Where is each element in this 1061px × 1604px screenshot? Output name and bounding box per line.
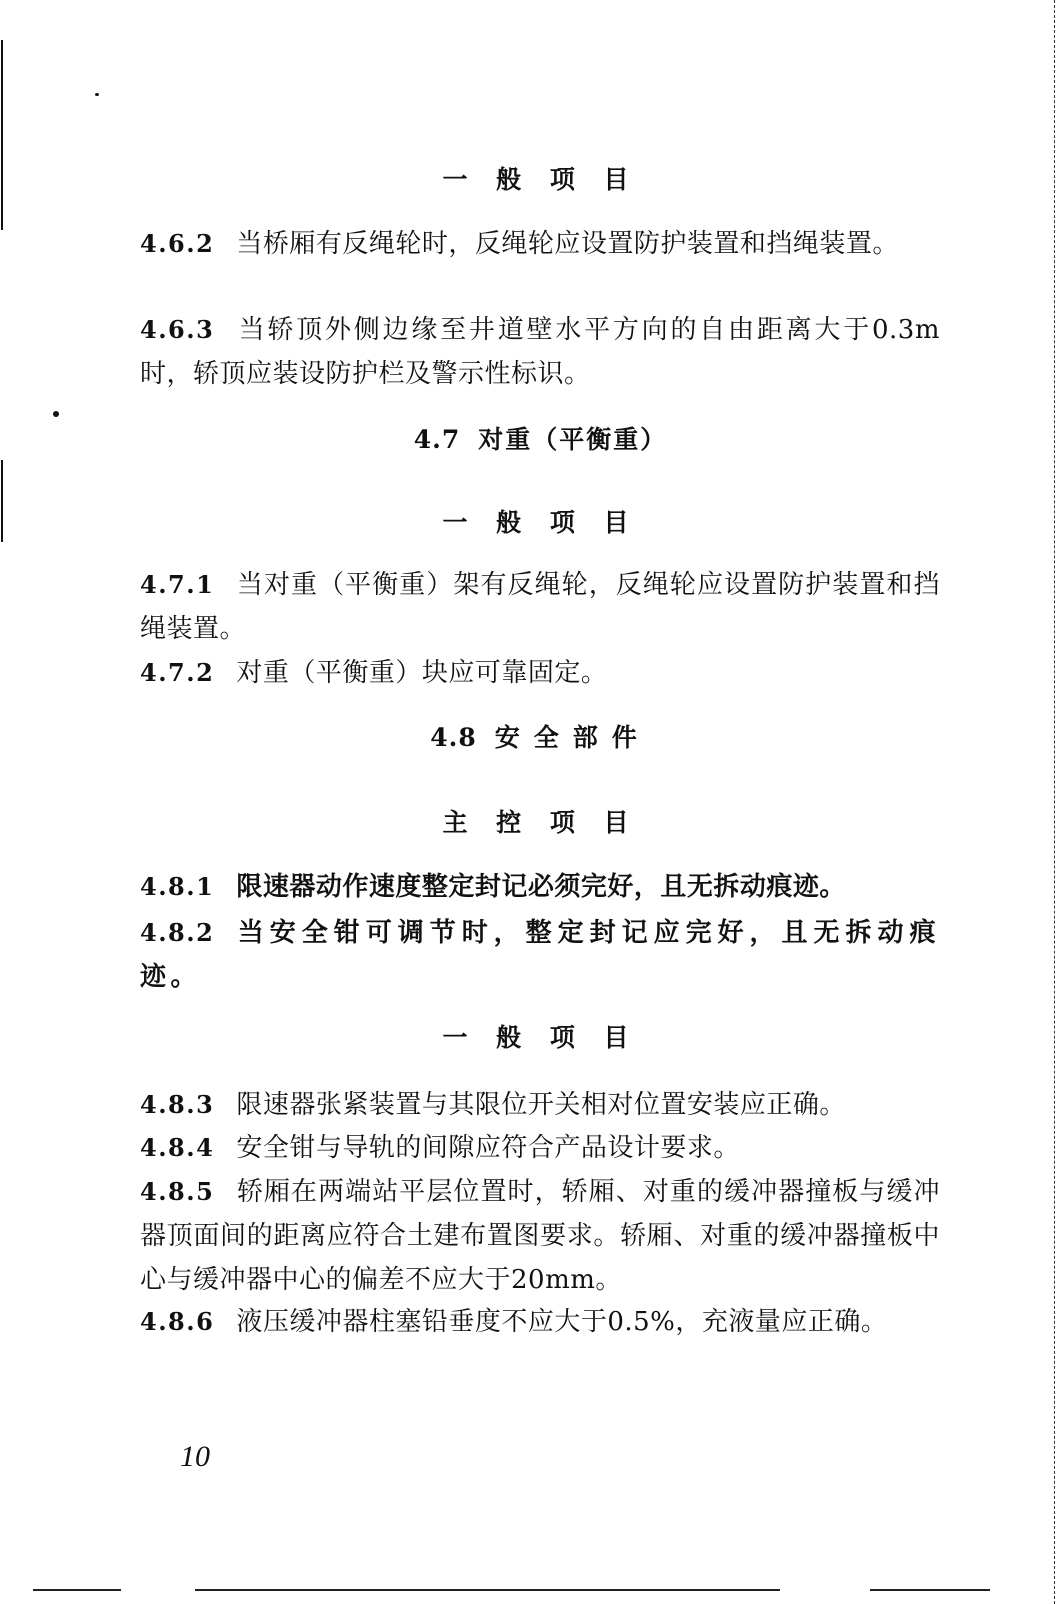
clause-4-7-2 (140, 651, 940, 695)
clause-text: 当桥厢有反绳轮时，反绳轮应设置防护装置和挡绳装置。 (236, 229, 899, 259)
clause-text: 限速器张紧装置与其限位开关相对位置安装应正确。 (236, 1090, 846, 1120)
clause-4-7-1 (140, 563, 940, 651)
clause-text: 当安全钳可调节时，整定封记应完好，且无拆动痕迹。 (140, 918, 940, 992)
clause-4-8-4 (140, 1126, 940, 1170)
clause-text: 对重（平衡重）块应可靠固定。 (236, 658, 608, 688)
clause-number: 4.8.2 (140, 918, 215, 947)
section-number: 4.7 (413, 425, 461, 454)
clause-4-6-2 (140, 222, 940, 266)
bottom-rule-segment (870, 1589, 990, 1591)
page-number: 10 (180, 1440, 210, 1473)
clause-text: 安全钳与导轨的间隙应符合产品设计要求。 (236, 1133, 740, 1163)
clause-number: 4.6.3 (140, 315, 215, 344)
section-number: 4.8 (430, 723, 477, 752)
clause-number: 4.7.2 (140, 658, 215, 687)
subheading-general-items: 一 般 项 目 (442, 165, 639, 194)
clause-4-6-3 (140, 308, 940, 396)
clause-text: 液压缓冲器柱塞铅垂度不应大于0.5%，充液量应正确。 (236, 1307, 888, 1337)
subheading-general-items: 一 般 项 目 (442, 1023, 639, 1052)
clause-text: 限速器动作速度整定封记必须完好，且无拆动痕迹。 (236, 872, 846, 902)
scan-speck (95, 93, 99, 96)
clause-number: 4.8.1 (140, 872, 215, 901)
clause-number: 4.7.1 (140, 570, 215, 599)
clause-4-8-2 (140, 911, 940, 999)
clause-4-8-1 (140, 865, 940, 909)
section-title: 对重（平衡重） (478, 425, 668, 454)
bottom-rule-segment (195, 1589, 780, 1591)
clause-text: 轿厢在两端站平层位置时，轿厢、对重的缓冲器撞板与缓冲器顶面间的距离应符合土建布置图要求。轿厢、对重的缓冲器撞板中心与缓冲器中心的偏差不应大于20mm。 (140, 1177, 940, 1295)
section-title: 安全部件 (494, 723, 651, 752)
scan-speck (53, 411, 59, 417)
clause-4-8-6 (140, 1300, 940, 1344)
clause-text: 当轿顶外侧边缘至井道壁水平方向的自由距离大于0.3m时，轿顶应装设防护栏及警示性标识。 (140, 315, 940, 389)
section-heading-4-8 (0, 723, 1061, 753)
clause-number: 4.8.4 (140, 1133, 215, 1162)
clause-text: 当对重（平衡重）架有反绳轮，反绳轮应设置防护装置和挡绳装置。 (140, 570, 940, 644)
clause-number: 4.6.2 (140, 229, 215, 258)
clause-4-8-5 (140, 1170, 940, 1302)
clause-4-8-3 (140, 1083, 940, 1127)
bottom-rule-segment (33, 1589, 121, 1591)
scan-edge-right (1054, 0, 1055, 1604)
scan-edge-left-upper (1, 40, 3, 230)
clause-number: 4.8.3 (140, 1090, 215, 1119)
subheading-main-control-items: 主 控 项 目 (442, 808, 639, 837)
subheading-general-items: 一 般 项 目 (442, 508, 639, 537)
clause-number: 4.8.6 (140, 1307, 215, 1336)
clause-number: 4.8.5 (140, 1177, 215, 1206)
section-heading-4-7 (0, 425, 1061, 455)
